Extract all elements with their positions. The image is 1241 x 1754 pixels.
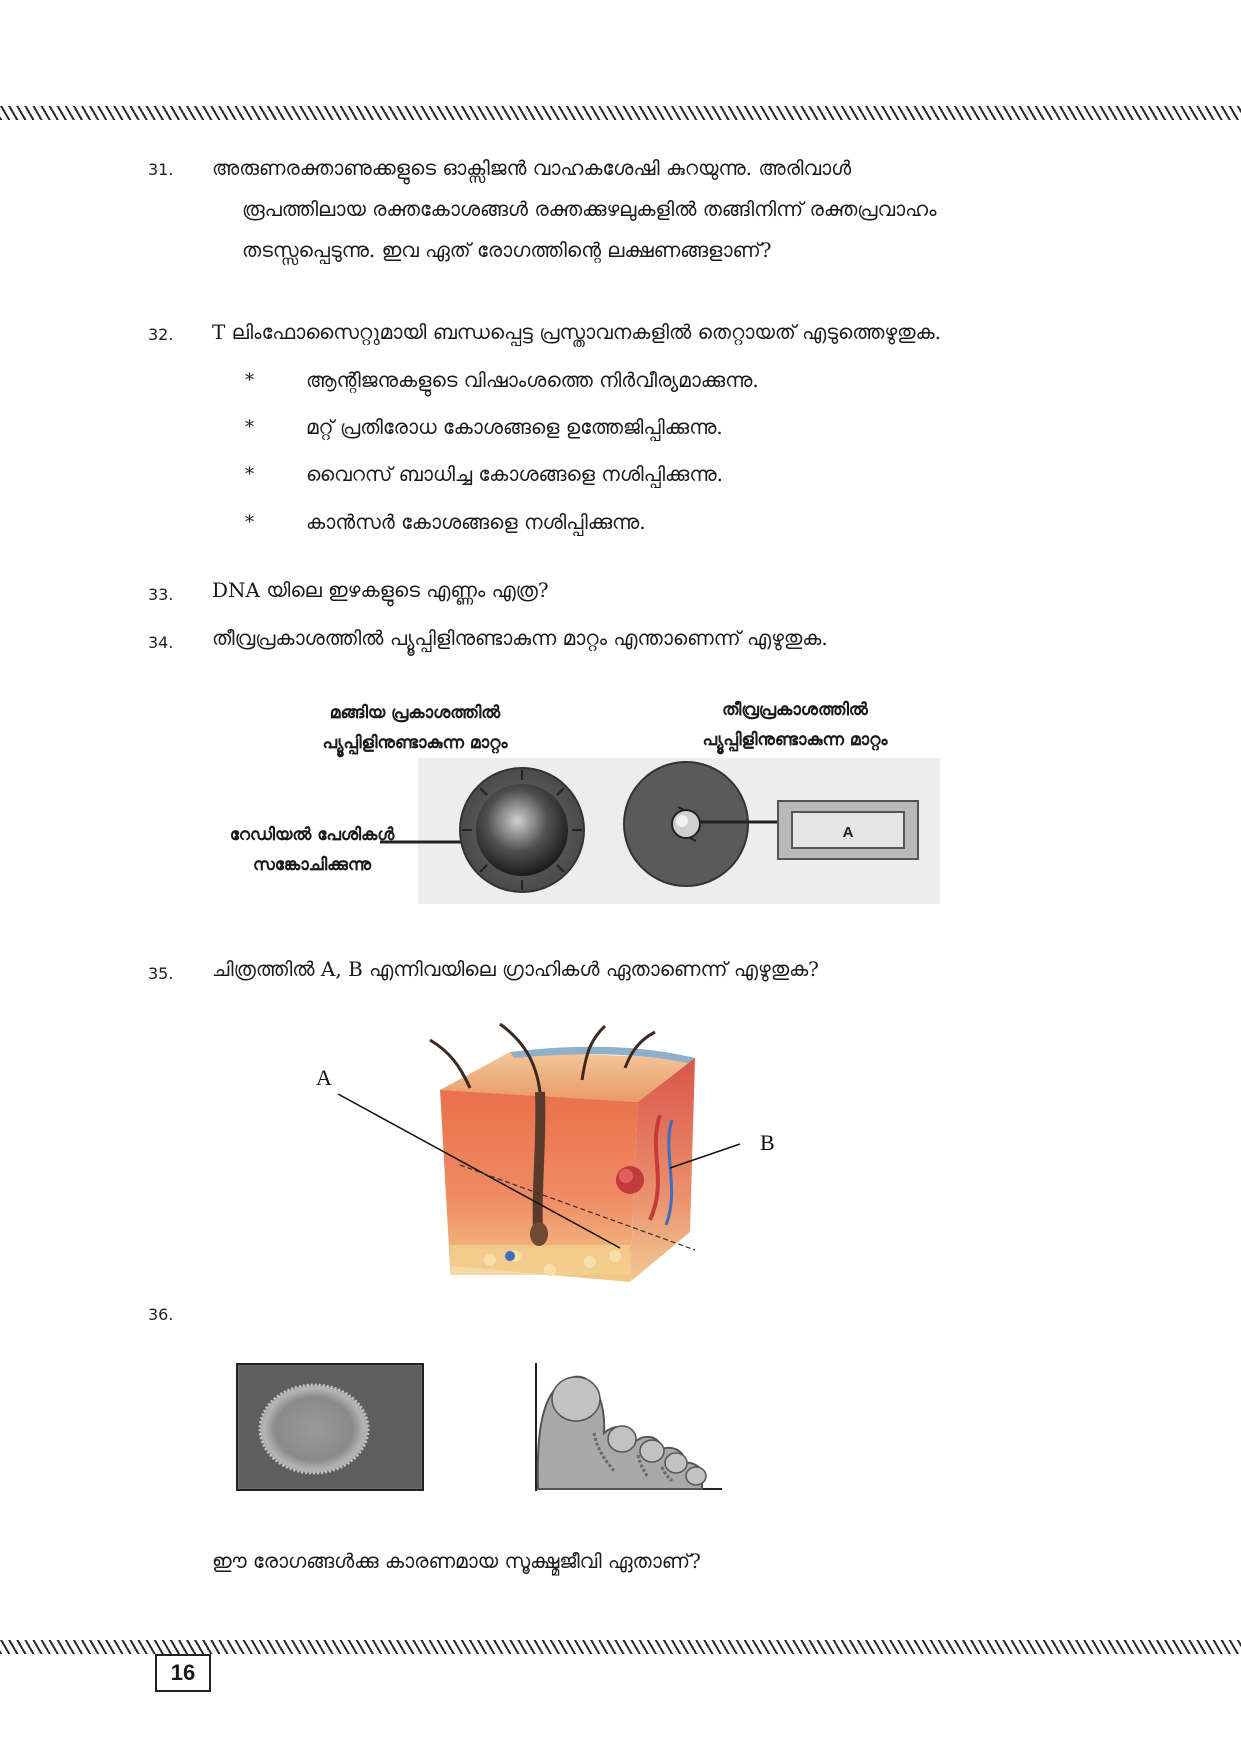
radial-muscles-label-line-1: റേഡിയൽ പേശികൾ <box>229 825 395 845</box>
ringworm-skin-photo <box>236 1363 424 1491</box>
pupil-diagram <box>380 752 940 904</box>
dilated-pupil-eye <box>460 768 584 892</box>
radial-muscles-label-line-2: സങ്കോചിക്കുന്നു <box>253 855 371 875</box>
question-35-text: ചിത്രത്തിൽ A, B എന്നിവയിലെ ഗ്രാഹികൾ ഏതാണെന്ന് എഴുതുക? <box>212 957 819 981</box>
dim-light-label-line-1: മങ്ങിയ പ്രകാശത്തിൽ <box>329 703 501 723</box>
question-35-number: 35. <box>148 964 174 983</box>
dim-light-label-line-2: പ്യൂപ്പിളിനുണ്ടാകുന്ന മാറ്റം <box>322 733 508 753</box>
question-31-line-3: തടസ്സപ്പെടുന്നു. ഇവ ഏത് രോഗത്തിന്റെ ലക്ഷണങ്ങളാണ്? <box>242 238 772 262</box>
option-bullet: * <box>245 370 254 391</box>
question-33-text: DNA യിലെ ഇഴകളുടെ എണ്ണം എത്ര? <box>212 578 549 602</box>
top-stripe-divider <box>0 106 1241 120</box>
skin-label-b: B <box>760 1130 775 1155</box>
question-32-option-3: വൈറസ് ബാധിച്ച കോശങ്ങളെ നശിപ്പിക്കുന്നു. <box>306 462 723 486</box>
page-number: 16 <box>155 1654 211 1692</box>
bright-light-label-line-2: പ്യൂപ്പിളിനുണ്ടാകുന്ന മാറ്റം <box>702 730 888 750</box>
bright-light-label-line-1: തീവ്രപ്രകാശത്തിൽ <box>722 700 868 720</box>
skin-block <box>440 1047 695 1282</box>
answer-box-a-label: A <box>842 824 854 841</box>
constricted-pupil-eye <box>624 762 748 886</box>
question-31-line-2: രൂപത്തിലായ രക്തകോശങ്ങൾ രക്തക്കുഴലുകളിൽ തങ്ങിനിന്ന് രക്തപ്രവാഹം <box>242 197 937 221</box>
question-32-option-4: കാൻസർ കോശങ്ങളെ നശിപ്പിക്കുന്നു. <box>306 510 646 534</box>
question-32-text: T ലിംഫോസൈറ്റുമായി ബന്ധപ്പെട്ട പ്രസ്താവനകളിൽ തെറ്റായത് എടുത്തെഴുതുക. <box>212 320 941 344</box>
skin-section-diagram <box>300 1020 780 1290</box>
question-33-number: 33. <box>148 585 174 604</box>
question-32-option-2: മറ്റ് പ്രതിരോധ കോശങ്ങളെ ഉത്തേജിപ്പിക്കുന്നു. <box>306 415 723 439</box>
question-36-number: 36. <box>148 1305 174 1324</box>
athletes-foot-illustration <box>534 1363 722 1491</box>
option-bullet: * <box>245 512 254 533</box>
question-31-text <box>212 148 1094 271</box>
question-36-text: ഈ രോഗങ്ങൾക്കു കാരണമായ സൂക്ഷ്മജീവി ഏതാണ്? <box>212 1549 701 1573</box>
bottom-stripe-divider <box>0 1640 1241 1654</box>
question-32-option-1: ആന്റിജനുകളുടെ വിഷാംശത്തെ നിർവീര്യമാക്കുന്നു. <box>306 368 759 392</box>
question-34-number: 34. <box>148 633 174 652</box>
skin-label-a: A <box>316 1065 332 1090</box>
bright-light-label <box>665 695 925 755</box>
question-34-text: തീവ്രപ്രകാശത്തിൽ പ്യൂപ്പിളിനുണ്ടാകുന്ന മാറ്റം എന്താണെന്ന് എഴുതുക. <box>212 626 828 650</box>
option-bullet: * <box>245 464 254 485</box>
question-32-number: 32. <box>148 325 174 344</box>
question-31-line-1: അരുണരക്താണുക്കളുടെ ഓക്സിജൻ വാഹകശേഷി കുറയുന്നു. അരിവാൾ <box>212 156 852 180</box>
option-bullet: * <box>245 417 254 438</box>
dim-light-label <box>305 698 525 758</box>
question-31-number: 31. <box>148 160 174 179</box>
